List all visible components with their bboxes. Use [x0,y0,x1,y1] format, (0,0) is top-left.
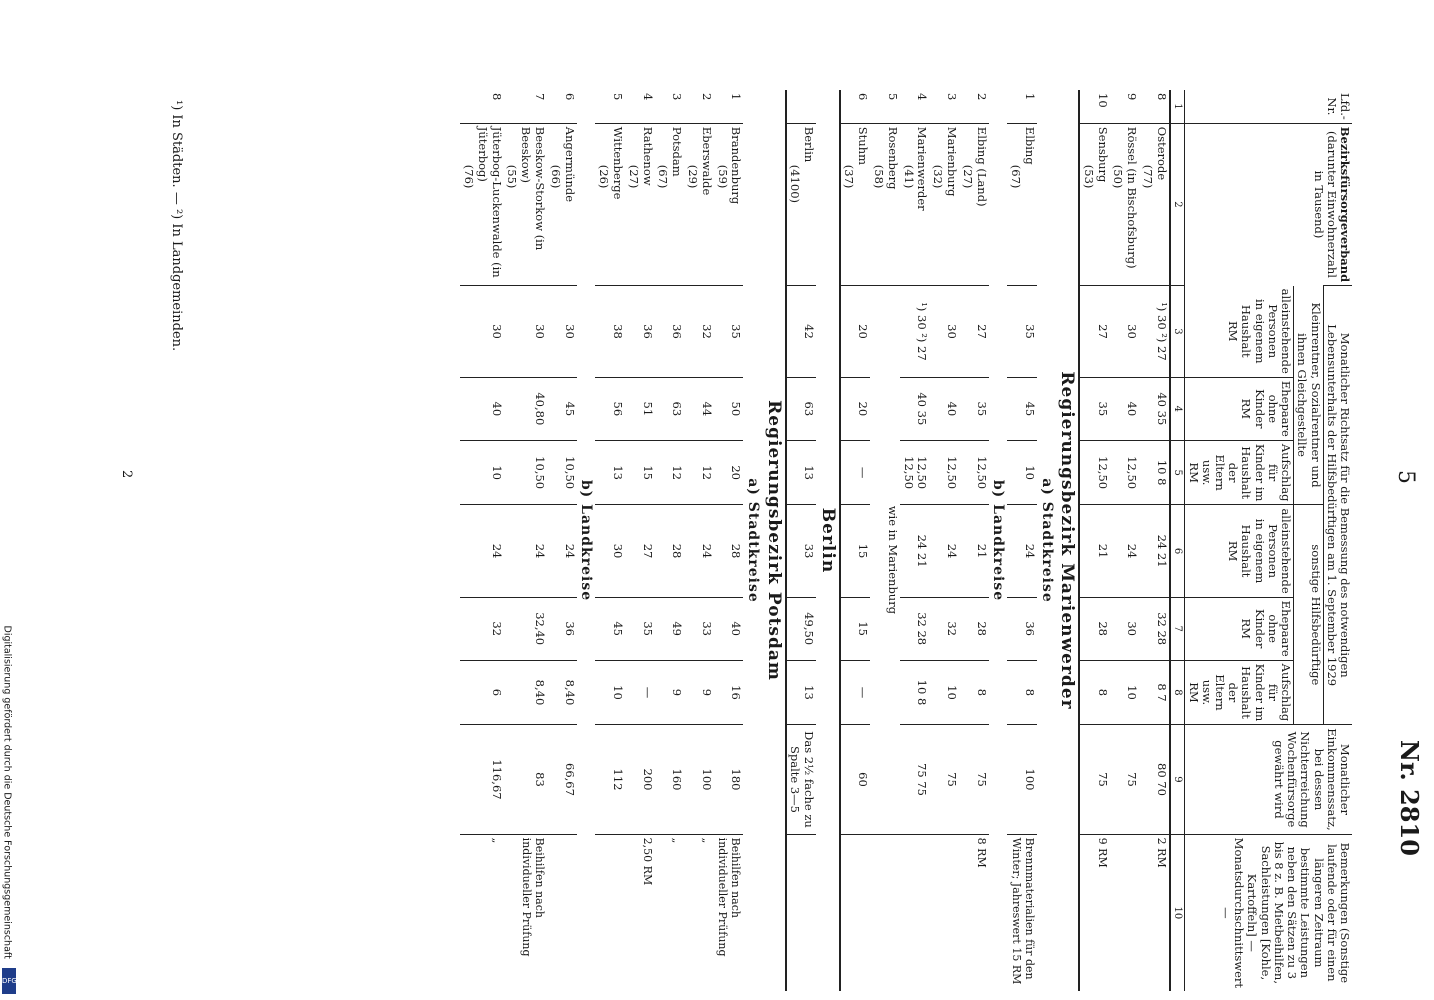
rate-c7: 32,40 [504,597,547,660]
rate-c7: 15 [840,597,871,660]
table-row [929,90,959,991]
section-berlin [816,90,839,991]
rate-c9: 75 [1110,725,1140,834]
rate-c4: 44 [684,377,714,440]
rate-c4: 63 [786,377,817,440]
rate-c6: 24 [460,505,503,597]
district-name-text: Elbing [1022,126,1037,165]
remarks [786,834,817,991]
group-klein-header: Kleinrentner, Sozialrentner und ihnen Gleichgestellte [1294,286,1323,505]
rate-c5: 10,50 [547,440,577,505]
remarks: Beihilfen nach individueller Prüfung [714,834,744,991]
sub-ehepaare-2: Ehepaare ohne Kinder RM [1185,597,1294,660]
page-bottom-number: 2 [119,470,134,479]
rate-c6: 28 [714,505,744,597]
row-number: 5 [885,93,900,101]
rate-c5: 13 [595,440,625,505]
rate-c8: 6 [460,660,503,725]
district-name-text: Angermünde [562,126,577,203]
district-name-text: Eberswalde [699,126,714,196]
rate-c6: 21 [1079,505,1110,597]
district-name [595,123,625,285]
table-row [460,90,503,991]
district-name-text: Rössel (in Bischofsburg) [1125,126,1140,269]
rate-c3: 35 [1007,286,1037,378]
subsection-landkreise-pd [577,90,596,991]
rate-c7: 28 [1079,597,1110,660]
rate-c3: 20 [840,286,871,378]
footnote: ¹) In Städten. — ²) In Landgemeinden. [169,100,184,352]
rate-c6: 24 [1110,505,1140,597]
district-name-text: Sensburg [1095,126,1110,183]
table-row [547,90,577,991]
colnum: 3 [1170,286,1185,378]
row-number: 8 [1154,93,1169,101]
page-number: 5 [1393,470,1418,484]
district-population: (76) [462,164,477,189]
rate-c8: 13 [786,660,817,725]
rate-c5: 12,50 12,50 [900,440,930,505]
table-row [504,90,547,991]
district-name [870,123,900,285]
table-row [1079,90,1110,991]
district-name [959,123,989,285]
rate-c7: 30 [1110,597,1140,660]
row-number: 10 [1095,93,1110,108]
section-berlin-label: Berlin [816,90,839,991]
rate-c4: 63 [655,377,685,440]
rate-c4: 20 [840,377,871,440]
group-richtsatz-header: Monatlicher Richtsatz für die Bemessung des notwendigen Lebensunterhalts der Hilfsbedürftigen am 1. September 1929 [1323,286,1352,725]
row-number: 8 [489,93,504,101]
table-row [625,90,655,991]
rate-c6: 24 21 [900,505,930,597]
remarks: Brennmaterialien für den Winter; Jahreswert 15 RM [1007,834,1037,991]
colnum: 7 [1170,597,1185,660]
subsection-stadtkreise-mw [1037,90,1056,991]
rate-c9: 75 [929,725,959,834]
rate-c8: 9 [684,660,714,725]
district-population: (53) [1081,164,1096,189]
table-row [684,90,714,991]
rate-c3: 27 [959,286,989,378]
colnum: 4 [1170,377,1185,440]
rate-c3: ¹) 30 ²) 27 [1139,286,1170,378]
subsection-landkreise-pd-label: b) Landkreise [578,479,595,602]
rate-c5: 20 [714,440,744,505]
district-population: (66) [548,164,563,189]
table-row [870,90,900,991]
rate-c7: 32 [929,597,959,660]
colnum: 2 [1170,123,1185,285]
district-name [504,123,547,285]
colnum: 5 [1170,440,1185,505]
district-name [1007,123,1037,285]
rate-c3: 32 [684,286,714,378]
rate-c9: Das 2½ fache zu Spalte 3—5 [786,725,817,834]
table-row [959,90,989,991]
district-name-text: Potsdam [670,126,685,177]
district-population: (59) [715,164,730,189]
district-population: (67) [1009,164,1024,189]
table-row [1007,90,1037,991]
district-name [547,123,577,285]
district-name-text: Stuhm [856,126,871,166]
sub-allein-2: alleinstehende Personen in eigenem Haushalt RM [1185,505,1294,597]
group-sonstige-header: sonstige Hilfsbedürftige [1294,505,1323,725]
district-population: (41) [901,164,916,189]
remarks: 2 RM [1139,834,1170,991]
district-name-text: Rathenow [640,126,655,186]
rate-c8: 8 7 [1139,660,1170,725]
district-name-text: Marienburg [944,126,959,197]
col-bezirk-title: Bezirksfürsorgeverband [1338,126,1352,283]
rate-c3: 42 [786,286,817,378]
rate-c4: 56 [595,377,625,440]
district-name-text: Rosenberg [885,126,900,190]
rate-c6: 24 [504,505,547,597]
rate-c3: 30 [1110,286,1140,378]
district-name-text: Brandenburg [729,126,744,205]
rate-c5: 10 [1007,440,1037,505]
district-name-text: Berlin [802,126,817,163]
district-name-text: Beeskow-Storkow (in Beeskow) [519,126,548,251]
rate-c7: 36 [1007,597,1037,660]
colnum: 9 [1170,725,1185,834]
remarks [1110,834,1140,991]
section-potsdam [762,90,785,991]
rate-c7: 35 [625,597,655,660]
rate-c3: 30 [547,286,577,378]
rate-c9: 66,67 [547,725,577,834]
sub-allein-1: alleinstehende Personen in eigenem Haushalt RM [1185,286,1294,378]
rate-c6: 30 [595,505,625,597]
rate-c6: 24 [1007,505,1037,597]
row-number: 4 [915,93,930,101]
district-population: (37) [842,164,857,189]
table-row [840,90,871,991]
remarks: 2,50 RM [625,834,655,991]
rate-c9: 75 [959,725,989,834]
rate-c9: 60 [840,725,871,834]
rate-c9: 83 [504,725,547,834]
remarks [870,834,900,991]
rate-c4: 40 [1110,377,1140,440]
rate-c6: 24 [547,505,577,597]
rate-c8: 8,40 [504,660,547,725]
rate-c9: 75 [1079,725,1110,834]
rate-c4: 50 [714,377,744,440]
district-name [1110,123,1140,285]
table-row [900,90,930,991]
subsection-landkreise-mw-label: b) Landkreise [990,479,1007,602]
rate-c3: 38 [595,286,625,378]
district-population: (26) [597,164,612,189]
rate-c3: 35 [714,286,744,378]
rate-c6: 28 [655,505,685,597]
col9-header: Monatlicher Einkommenssatz, bei dessen Nichterreichung Wochenfürsorge gewährt wird [1185,725,1352,834]
rate-c8: 10 [1110,660,1140,725]
rate-c8: — [840,660,871,725]
rate-c6: 24 [929,505,959,597]
rate-c4: 40 [460,377,503,440]
table-row [786,90,817,991]
section-marienwerder [1056,90,1079,991]
row-number: 3 [944,93,959,101]
district-population: (58) [871,164,886,189]
rate-c7: 49,50 [786,597,817,660]
table-row [714,90,744,991]
rate-c9: 112 [595,725,625,834]
rate-c6: 15 [840,505,871,597]
rate-c7: 32 28 [900,597,930,660]
rate-c4: 35 [1079,377,1110,440]
rate-c3: 27 [1079,286,1110,378]
colnum: 10 [1170,834,1185,991]
row-number: 2 [974,93,989,101]
rate-c4: 51 [625,377,655,440]
rate-c8: 8 [959,660,989,725]
table-row [1110,90,1140,991]
rate-c4: 40,80 [504,377,547,440]
district-name-text: Wittenberge [611,126,625,200]
remarks: Beihilfen nach individueller Prüfung [504,834,547,991]
rate-c9: 160 [655,725,685,834]
row-number: 3 [670,93,685,101]
rate-c8: 8 [1007,660,1037,725]
rate-c3: 36 [625,286,655,378]
rate-c8: 8,40 [547,660,577,725]
digitization-credit [2,620,16,990]
sub-aufschlag-1: Aufschlag für Kinder im Haushalt der Eltern usw. RM [1185,440,1294,505]
row-number: 1 [729,93,744,101]
district-population: (77) [1141,164,1156,189]
section-marienwerder-label: Regierungsbezirk Marienwerder [1056,90,1079,991]
district-name [684,123,714,285]
rate-c7: 28 [959,597,989,660]
subsection-stadtkreise-mw-label: a) Stadtkreise [1038,478,1055,603]
row-number: 7 [533,93,548,101]
rate-c5: — [840,440,871,505]
rate-c3: 36 [655,286,685,378]
rate-c5: 12 [684,440,714,505]
rate-c5: 13 [786,440,817,505]
rate-c5: 10 8 [1139,440,1170,505]
rate-c7: 32 [460,597,503,660]
rate-c6: 24 21 [1139,505,1170,597]
district-name [655,123,685,285]
district-population: (29) [685,164,700,189]
row-number: 6 [856,93,871,101]
district-population: (27) [626,164,641,189]
rate-c8: 10 [929,660,959,725]
rate-c7: 36 [547,597,577,660]
document-number: Nr. 2810 [1395,740,1424,856]
rate-c4: 40 [929,377,959,440]
rate-c5: 10,50 [504,440,547,505]
district-name-text: Marienwerder [915,126,930,211]
rate-c6: 24 [684,505,714,597]
rate-c8: 10 [595,660,625,725]
rate-c4: 40 35 [900,377,930,440]
rate-c4: 40 35 [1139,377,1170,440]
section-potsdam-label: Regierungsbezirk Potsdam [762,90,785,991]
district-population: (27) [960,164,975,189]
remarks: 9 RM [1079,834,1110,991]
rate-c6: 27 [625,505,655,597]
sub-ehepaare-1: Ehepaare ohne Kinder RM [1185,377,1294,440]
rate-c8: 16 [714,660,744,725]
colnum: 6 [1170,505,1185,597]
rate-c3: 30 [929,286,959,378]
table-row [655,90,685,991]
col-bezirk-sub: (darunter Einwohnerzahl in Tausend) [1311,130,1339,278]
rate-c6: 33 [786,505,817,597]
rate-c5: 12,50 [1079,440,1110,505]
colnum: 8 [1170,660,1185,725]
remarks [900,834,930,991]
rate-c4: 35 [959,377,989,440]
subsection-stadtkreise-pd [743,90,762,991]
district-name [460,123,503,285]
remarks [840,834,871,991]
same-as-note: wie in Marienburg [870,286,900,835]
rate-c9: 100 [1007,725,1037,834]
col10-header: Bemerkungen (Sonstige laufende oder für einen längeren Zeitraum bestimmte Leistungen neben den Sätzen zu 3 bis 8 z. B. Mietbeihilfen, Sachleistungen [Kohle, Kartoffeln] — Monatsdurchschnittswert — [1185,834,1352,991]
sub-aufschlag-2: Aufschlag für Kinder im Haushalt der Eltern usw. RM [1185,660,1294,725]
rate-c7: 33 [684,597,714,660]
district-name [786,123,817,285]
row-number: 6 [562,93,577,101]
rate-c3: 30 [460,286,503,378]
subsection-stadtkreise-pd-label: a) Stadtkreise [745,478,762,603]
rate-c5: 15 [625,440,655,505]
district-name [714,123,744,285]
subsection-landkreise-mw [989,90,1008,991]
rate-c5: 12,50 [959,440,989,505]
rate-c4: 45 [1007,377,1037,440]
remarks [929,834,959,991]
rate-c6: 21 [959,505,989,597]
rate-c8: 10 8 [900,660,930,725]
row-number: 1 [1022,93,1037,101]
remarks [595,834,625,991]
district-population: (50) [1111,164,1126,189]
dfg-logo: DFG [2,968,16,994]
row-number: 4 [640,93,655,101]
row-number: 5 [611,93,625,101]
remarks [547,834,577,991]
rate-c9: 100 [684,725,714,834]
rate-c7: 32 28 [1139,597,1170,660]
district-name [1139,123,1170,285]
rate-c9: 75 75 [900,725,930,834]
rate-c9: 180 [714,725,744,834]
district-population: (67) [656,164,671,189]
district-name [840,123,871,285]
colnum: 1 [1170,90,1185,123]
table-row [595,90,625,991]
rate-c8: 9 [655,660,685,725]
district-name [929,123,959,285]
rate-c5: 12 [655,440,685,505]
rate-c5: 12,50 [929,440,959,505]
remarks: „ [684,834,714,991]
district-name-text: Osterode [1154,126,1169,181]
row-number: 2 [699,93,714,101]
rate-c7: 45 [595,597,625,660]
district-name-text: Elbing (Land) [974,126,989,207]
rate-c5: 10 [460,440,503,505]
remarks: „ [655,834,685,991]
table-body [460,90,1170,991]
table-row [1139,90,1170,991]
credit-text: Digitalisierung gefördert durch die Deutsche Forschungsgemeinschaft [1,625,13,959]
row-number [786,90,817,123]
district-name [625,123,655,285]
rate-c9: 116,67 [460,725,503,834]
rate-c9: 80 70 [1139,725,1170,834]
welfare-rates-table [460,90,1352,991]
district-name [900,123,930,285]
district-name-text: Jüterbog-Luckenwalde (in Jüterbog) [475,126,504,278]
remarks: „ [460,834,503,991]
district-name [1079,123,1110,285]
col-lfd-header: Lfd.-Nr. [1185,90,1352,123]
col-bezirk-header [1185,123,1352,285]
remarks: 8 RM [959,834,989,991]
district-population: (32) [931,164,946,189]
rate-c7: 49 [655,597,685,660]
rate-c7: 40 [714,597,744,660]
rate-c8: — [625,660,655,725]
rate-c9: 200 [625,725,655,834]
rate-c3: 30 [504,286,547,378]
district-population: (55) [505,164,520,189]
rate-c4: 45 [547,377,577,440]
rate-c8: 8 [1079,660,1110,725]
rate-c3: ¹) 30 ²) 27 [900,286,930,378]
row-number: 9 [1125,93,1140,101]
column-numbers-row [1170,90,1185,991]
rate-c5: 12,50 [1110,440,1140,505]
district-population: (4100) [788,164,803,204]
